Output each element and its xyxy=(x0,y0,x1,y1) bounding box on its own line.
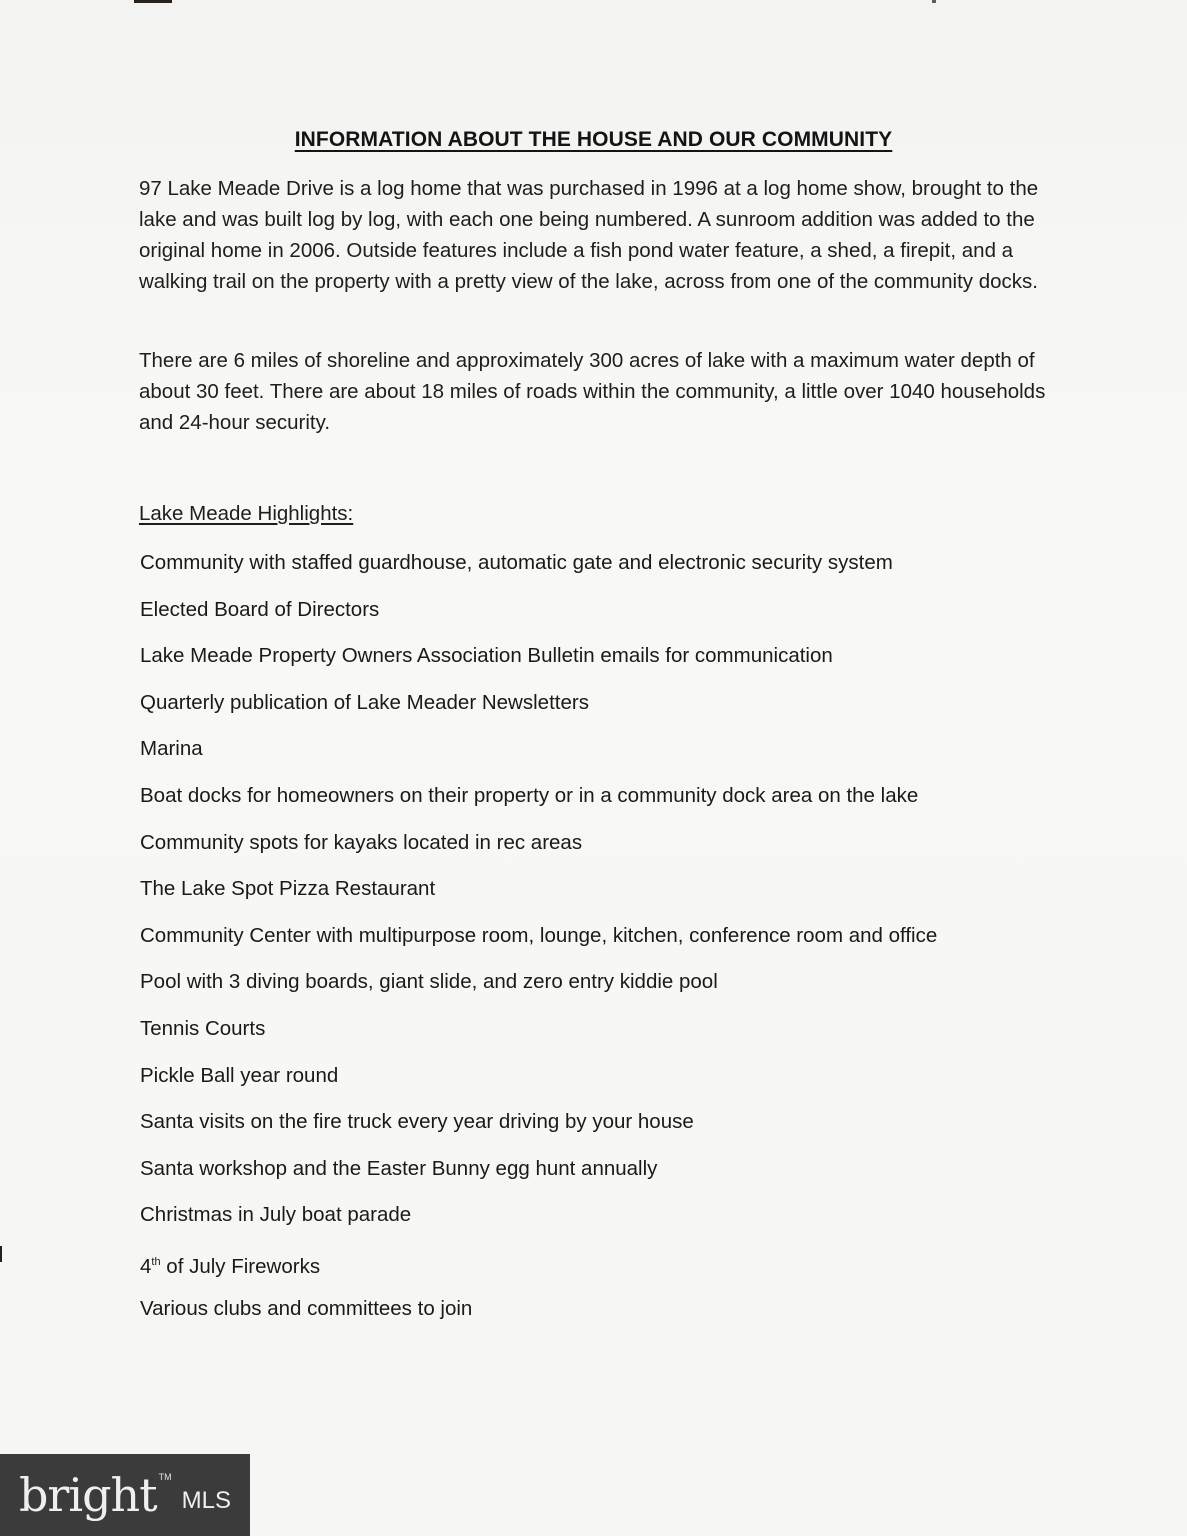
fireworks-rest: of July Fireworks xyxy=(160,1254,321,1278)
highlight-item: Tennis Courts xyxy=(140,1016,266,1040)
highlight-item: Christmas in July boat parade xyxy=(140,1203,412,1227)
highlight-item: Community with staffed guardhouse, automatic gate and electronic security system xyxy=(140,551,893,574)
highlight-item: The Lake Spot Pizza Restaurant xyxy=(140,877,436,901)
scan-mark xyxy=(0,1246,2,1262)
fireworks-suffix: th xyxy=(151,1255,161,1268)
highlight-item: Santa workshop and the Easter Bunny egg hunt annually xyxy=(140,1156,658,1180)
highlight-item: Lake Meade Property Owners Association Bulletin emails for communication xyxy=(140,644,833,668)
highlights-list xyxy=(140,548,1080,1340)
highlights-heading: Lake Meade Highlights: xyxy=(139,502,354,525)
highlight-item: Pool with 3 diving boards, giant slide, and zero entry kiddie pool xyxy=(140,970,718,994)
highlight-item: Marina xyxy=(140,737,203,761)
watermark-tm: TM xyxy=(158,1472,172,1482)
highlight-item: Community spots for kayaks located in rec areas xyxy=(140,830,583,854)
highlight-item: Community Center with multipurpose room, lounge, kitchen, conference room and office xyxy=(140,923,938,947)
fireworks-number: 4 xyxy=(140,1254,152,1278)
highlight-item: Pickle Ball year round xyxy=(140,1063,339,1087)
scan-mark xyxy=(134,0,172,3)
watermark-brand: bright xyxy=(18,1468,157,1522)
highlight-item: Various clubs and committees to join xyxy=(140,1296,473,1320)
highlight-item: Quarterly publication of Lake Meader Newsletters xyxy=(140,690,589,714)
highlight-item: Boat docks for homeowners on their property or in a community dock area on the lake xyxy=(140,783,919,807)
watermark-suffix: MLS xyxy=(181,1487,232,1514)
highlight-item: Santa visits on the fire truck every year driving by your house xyxy=(140,1110,694,1134)
highlight-item: Elected Board of Directors xyxy=(140,597,380,621)
document-title: INFORMATION ABOUT THE HOUSE AND OUR COMMUNITY xyxy=(294,128,893,151)
house-paragraph: 97 Lake Meade Drive is a log home that was purchased in 1996 at a log home show, brought to the lake and was built log by log, with each one being numbered. A sunroom addition was added to the original home in 2006. Outside features include a fish pond water feature, a shed, a firepit, and a walking trail on the property with a pretty view of the lake, across from one of the community docks. xyxy=(139,177,1039,293)
community-paragraph: There are 6 miles of shoreline and approximately 300 acres of lake with a maximum water depth of about 30 feet. There are about 18 miles of roads within the community, a little over 1040 households and 24-hour security. xyxy=(139,349,1046,434)
bright-mls-watermark xyxy=(0,1454,250,1536)
highlight-item-fireworks xyxy=(140,1247,1080,1294)
scan-mark xyxy=(932,0,936,3)
